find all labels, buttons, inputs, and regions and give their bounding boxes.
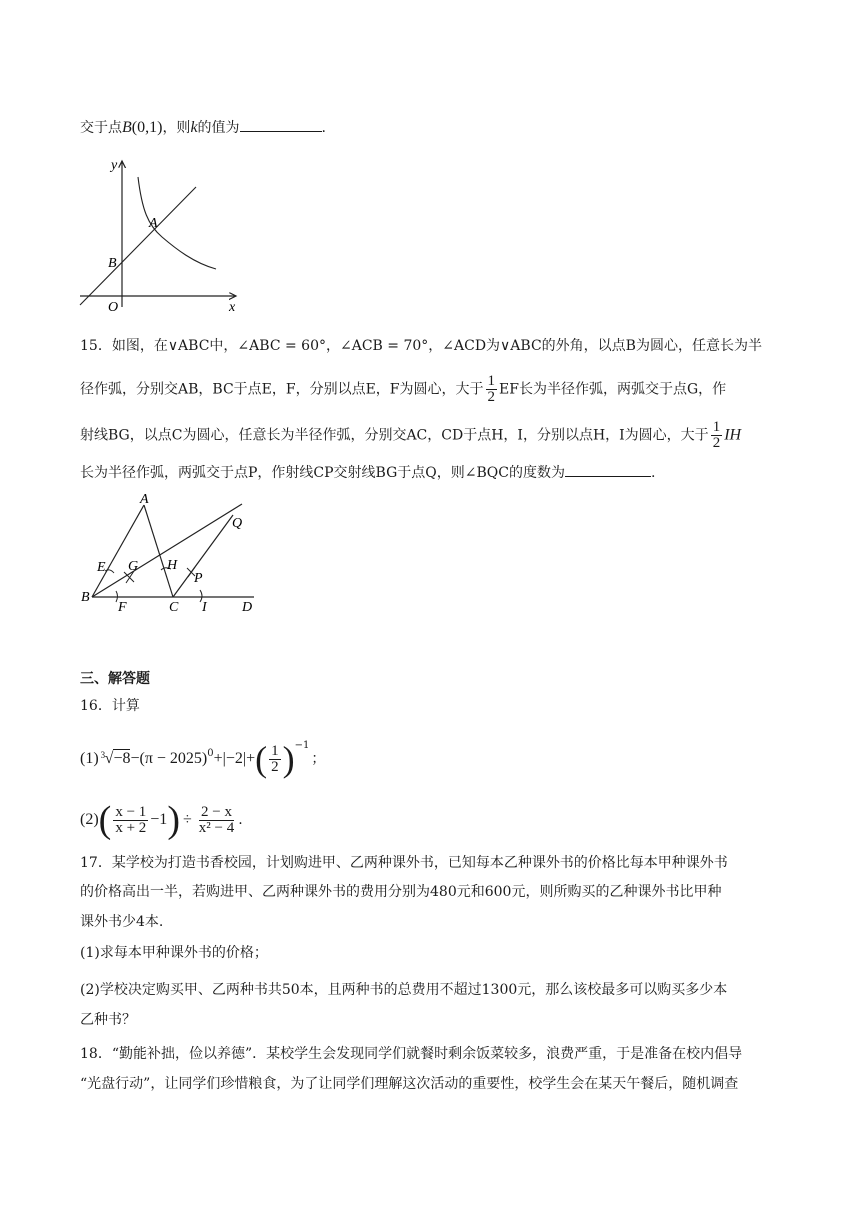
label-C: C [169, 600, 179, 615]
q16-p2-frac1 [113, 805, 148, 836]
label-a: A [149, 216, 158, 231]
ray-bg [92, 504, 242, 597]
q14-text-mid: ，则 [162, 120, 191, 136]
q15-line4 [80, 462, 655, 483]
q17-part2-line1: (2)学校决定购买甲、乙两种书共50本，且两种书的总费用不超过1300元，那么该校最多可以购买多少本 [80, 982, 728, 998]
q16-p1-a: −(π − 2025) [130, 750, 208, 767]
q14-coord: (0,1) [131, 119, 163, 136]
frac-num: 1 [271, 742, 279, 759]
frac-num: x − 1 [115, 803, 147, 820]
label-A: A [140, 492, 149, 507]
frac-den: x² − 4 [198, 819, 235, 836]
q15-frac-1 [486, 374, 498, 405]
segment-ab [92, 505, 144, 597]
q16-p2-frac2 [197, 805, 236, 836]
q17-line2: 的价格高出一半，若购进甲、乙两种课外书的费用分别为480元和600元，则所购买的乙种课外书比甲种 [80, 884, 722, 900]
q15-line3-post: IH [724, 426, 742, 444]
q18-line2: “光盘行动”，让同学们珍惜粮食，为了让同学们理解这次活动的重要性，校学生会在某天午餐后，随机调查 [80, 1076, 739, 1092]
q14-text-post: 的值为 [197, 120, 240, 136]
label-H: H [167, 558, 178, 573]
frac-num: 1 [487, 373, 496, 389]
q14-text-pre: 交于点 [80, 120, 122, 136]
q15-line4-text: 长为半径作弧，两弧交于点P，作射线CP交射线BG于点Q，则∠BQC的度数为 [80, 465, 565, 481]
q15-figure [78, 490, 268, 650]
q14-figure [74, 155, 244, 320]
q17-line1: 17．某学校为打造书香校园，计划购进甲、乙两种课外书，已知每本乙种课外书的价格比每本甲种课外书 [80, 855, 728, 871]
label-I: I [202, 600, 207, 615]
q16-part1: (1) 3 √−8 −(π − 2025) $^0$ +|−2|+ ( $\frac{1}{2}$ ) $^{-1}$ ； [80, 736, 325, 782]
q14-answer-blank [240, 117, 322, 132]
label-G: G [128, 559, 139, 574]
q18-line1: 18．“勤能补拙，俭以养德”．某校学生会发现同学们就餐时剩余饭菜较多，浪费严重，于是准备在校内倡导 [80, 1046, 743, 1062]
linear-function-line [80, 187, 196, 305]
frac-den: 2 [712, 435, 721, 451]
q16-p2-label: (2) [80, 811, 99, 828]
q15-line2-pre: 径作弧，分别交AB，BC于点E，F，分别以点E，F为圆心，大于 [80, 381, 484, 398]
q17-part2-line2: 乙种书？ [80, 1012, 136, 1028]
q16-p2-minus1: −1 [150, 811, 168, 828]
q16-p2-op: ÷ [182, 811, 192, 828]
q16-p1-exp: −1 [294, 740, 310, 751]
q15-line1: 15．如图，在∨ABC中，∠ABC = 60°，∠ACB = 70°，∠ACD为∨ABC的外角，以点B为圆心，任意长为半 [80, 338, 762, 354]
ray-cp [173, 515, 233, 597]
section-title: 三、解答题 [80, 671, 150, 687]
q15-answer-blank [565, 462, 651, 477]
q16-p1-exp0: 0 [207, 748, 214, 759]
q16-p1-b: +|−2|+ [213, 750, 256, 767]
label-x: x [229, 300, 236, 315]
root-index: 3 [100, 750, 106, 760]
q15-frac-2 [711, 420, 723, 451]
q15-line3-pre: 射线BG，以点C为圆心，任意长为半径作弧，分别交AC，CD于点H，I，分别以点H，I为圆心，大于 [80, 427, 709, 444]
q17-part1: (1)求每本甲种课外书的价格； [80, 945, 268, 961]
frac-num: 1 [712, 419, 721, 435]
q16-title: 16．计算 [80, 698, 140, 714]
label-Q: Q [232, 516, 243, 531]
frac-den: x + 2 [115, 819, 147, 836]
q17-line3: 课外书少4本. [80, 914, 164, 930]
cube-root: 3 √−8 [101, 749, 131, 769]
label-o: O [108, 300, 119, 315]
label-F: F [118, 600, 127, 615]
label-y: y [111, 158, 118, 173]
q16-p1-frac [269, 744, 281, 775]
label-D: D [242, 600, 253, 615]
label-P: P [194, 571, 203, 586]
frac-num: 2 − x [201, 803, 232, 820]
q14-tail-line [80, 117, 326, 138]
label-b: B [108, 256, 117, 271]
segment-ac [144, 505, 173, 597]
q16-part2: (2) ( $\frac{x - 1}{x + 2}$ −1 ) ÷ $\frac{2 - x}{\text{x² − 4}}$ . [80, 799, 243, 841]
q15-end: . [650, 465, 656, 481]
q16-p1-label: (1) [80, 750, 99, 767]
q16-p1-end: ； [311, 751, 326, 767]
frac-den: 2 [487, 389, 496, 405]
q14-point-b: B [122, 119, 132, 136]
q15-line2 [80, 374, 726, 405]
frac-den: 2 [271, 758, 279, 775]
q15-line2-post: EF长为半径作弧，两弧交于点G，作 [499, 381, 727, 398]
label-B: B [81, 590, 90, 605]
label-E: E [97, 560, 106, 575]
q14-end: . [321, 120, 326, 136]
q14-var-k: k [190, 119, 198, 136]
q16-p2-end: . [238, 812, 243, 828]
root-body: −8 [113, 750, 131, 767]
q15-line3 [80, 420, 741, 451]
